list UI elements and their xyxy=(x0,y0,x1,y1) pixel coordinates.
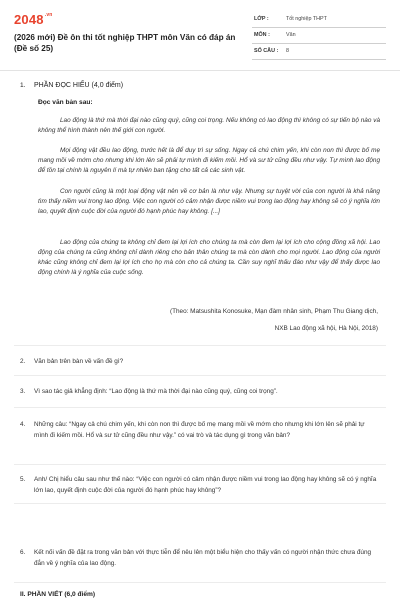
passage-source: (Theo: Matsushita Konosuke, Mạn đàm nhân sinh, Phạm Thu Giang dịch, xyxy=(169,308,378,315)
passage-paragraph: Con người cũng là một loại động vật nên về cơ bản là như vậy. Nhưng sự tuyệt vời của con người là khả năng tìm thấy niềm vui trong lao động. Việc con người có cảm nhận được niềm vui trong lao động hay không sẽ có ý nghĩa lớn lao, quyết định cuộc đời của người đó hạnh phúc hay không. [...] xyxy=(38,188,380,215)
section-title: PHẦN ĐỌC HIỂU (4,0 điểm) xyxy=(34,82,124,89)
meta-row-subject xyxy=(252,28,386,44)
question-divider xyxy=(14,407,386,408)
question-text: Anh/ Chị hiểu câu sau như thế nào: “Việc con người có cảm nhận được niềm vui trong lao động hay không sẽ có ý nghĩa lớn lao, quyết định cuộc đời của người đó hạnh phúc hay không”? xyxy=(34,476,377,494)
meta-value: Văn xyxy=(286,32,296,38)
passage-paragraph: Lao động của chúng ta không chỉ đem lại lợi ích cho chúng ta mà còn đem lại lợi ích cho cộng đồng xã hội. Lao động của chúng ta cũng không chỉ dành riêng cho bản thân chúng ta mà còn dành cho mọi người. Lao động của người khác cũng không chỉ đem lại lợi ích cho họ mà còn cho cả chúng ta. Cần suy nghĩ thấu đáo như vậy để thấy được lao động chính là ý nghĩa của cuộc sống. xyxy=(38,239,380,276)
meta-label: LỚP : xyxy=(254,16,269,22)
meta-value: 8 xyxy=(286,48,289,54)
section-writing-title: II. PHẦN VIẾT (6,0 điểm) xyxy=(20,591,96,598)
question-number: 5. xyxy=(20,476,26,483)
header-divider xyxy=(0,70,400,71)
question-number: 4. xyxy=(20,421,26,428)
question-divider xyxy=(14,375,386,376)
passage-paragraph: Lao động là thứ mà thời đại nào cũng quý, cũng coi trọng. Nếu không có lao động thì không có sự tiến bộ nào và không thể hình thành nên thế giới con người. xyxy=(38,117,380,134)
meta-value: Tốt nghiệp THPT xyxy=(286,16,327,22)
question-divider xyxy=(14,503,386,504)
section-reading xyxy=(20,82,380,92)
question-text: Kết nối vấn đề đặt ra trong văn bản với thực tiễn để nêu lên một biểu hiện cho thấy vấn có người nhận thức chưa đúng đắn về ý nghĩa của lao động. xyxy=(34,549,372,567)
question-number: 2. xyxy=(20,358,26,365)
document-title: (2026 mới) Đề ôn thi tốt nghiệp THPT môn Văn có đáp án (Đề số 25) xyxy=(14,33,236,53)
meta-row-question-count xyxy=(252,44,386,60)
question-text: Văn bản trên bàn về vấn đề gì? xyxy=(34,358,124,365)
passage-paragraph: Mọi động vật đều lao động, trước hết là để duy trì sự sống. Ngay cả chú chim yến, khi còn non thì được bố mẹ mang mồi về mớm cho nhưng khi lớn lên sẽ phải tự mình đi kiếm mồi. Hổ và sư tử cũng đều như vậy. Tự mình lao động để tồn tại chính là nguyên lí mà tự nhiên ban tặng cho tất cả các sinh vật. xyxy=(38,147,380,174)
document-meta xyxy=(252,12,386,60)
question-number: 6. xyxy=(20,549,26,556)
page-header xyxy=(0,0,400,66)
question-divider xyxy=(14,345,386,346)
question-number: 3. xyxy=(20,388,26,395)
question-divider xyxy=(14,582,386,583)
site-logo[interactable]: $2048^{.vn}$ xyxy=(14,12,53,27)
question-text: Vì sao tác giả khẳng định: “Lao động là thứ mà thời đại nào cũng quý, cũng coi trọng”. xyxy=(34,388,278,395)
meta-row-class xyxy=(252,12,386,28)
passage-publisher: NXB Lao động xã hội, Hà Nội, 2018) xyxy=(274,325,378,332)
meta-label: SỐ CÂU : xyxy=(254,48,279,54)
meta-label: MÔN : xyxy=(254,32,270,38)
question-text: Những câu: “Ngay cả chú chim yến, khi còn non thì được bố mẹ mang mồi về mớm cho nhưng khi lớn lên sẽ phải tự mình đi kiếm mồi. Hổ và sư tử cũng đều như vậy.” có vai trò và tác dụng gì trong văn bản? xyxy=(34,421,365,439)
reading-instruction: Đọc văn bản sau: xyxy=(38,99,93,106)
question-number: 1. xyxy=(20,82,26,89)
question-divider xyxy=(14,464,386,465)
